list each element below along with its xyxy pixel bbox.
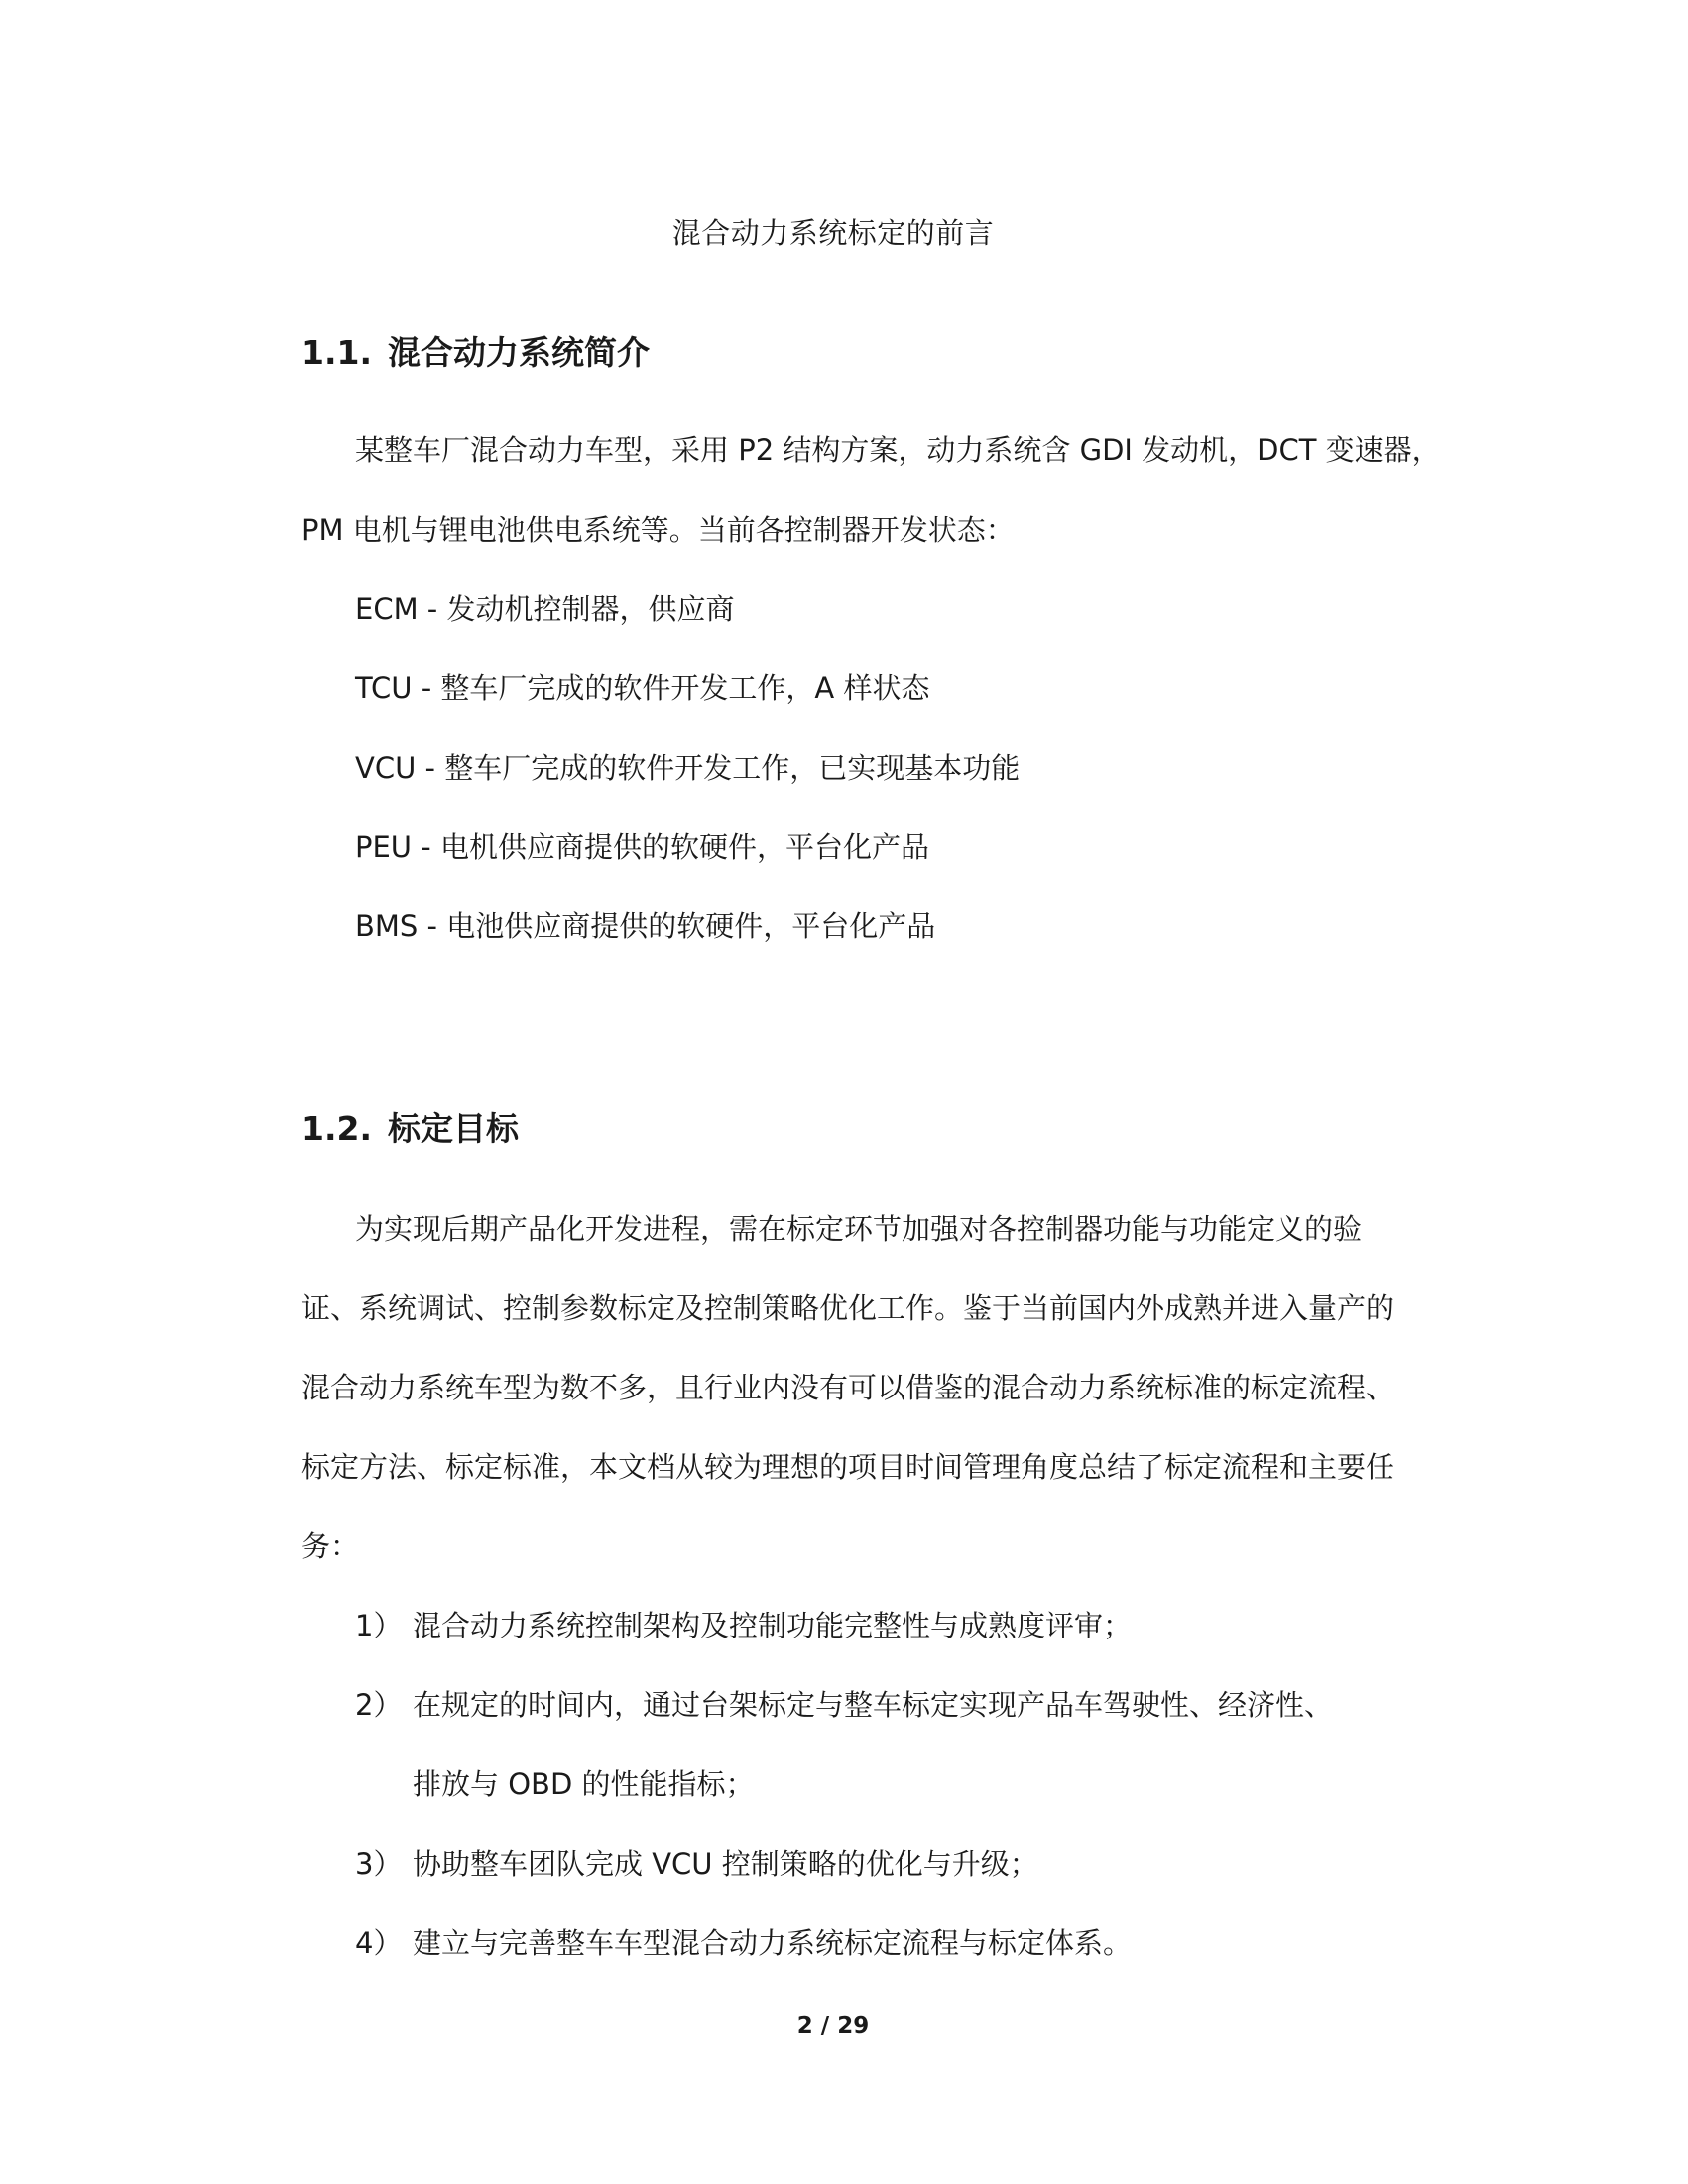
list-number: 3）: [355, 1847, 403, 1881]
list-text: 协助整车团队完成 VCU 控制策略的优化与升级；: [413, 1847, 1038, 1881]
list-text: 在规定的时间内，通过台架标定与整车标定实现产品车驾驶性、经济性、: [413, 1688, 1334, 1722]
paragraph-line: 某整车厂混合动力车型，采用 P2 结构方案，动力系统含 GDI 发动机，DCT 变速器，: [355, 433, 1441, 467]
list-item-continuation: 排放与 OBD 的性能指标；: [413, 1767, 755, 1801]
list-text: 混合动力系统控制架构及控制功能完整性与成熟度评审；: [413, 1609, 1133, 1642]
section-title: 混合动力系统简介: [388, 333, 650, 372]
list-item: [355, 1688, 1334, 1722]
list-text: 建立与完善整车车型混合动力系统标定流程与标定体系。: [413, 1926, 1133, 1960]
list-item: [355, 1847, 1038, 1881]
section-heading-2: [301, 1103, 519, 1150]
paragraph-line: 证、系统调试、控制参数标定及控制策略优化工作。鉴于当前国内外成熟并进入量产的: [301, 1291, 1395, 1325]
list-item: [355, 1926, 1133, 1960]
controller-item-bms: BMS - 电池供应商提供的软硬件，平台化产品: [355, 910, 936, 943]
section-number: 1.2.: [301, 1109, 372, 1148]
paragraph-line: 务：: [301, 1529, 360, 1563]
page-number: 2 / 29: [796, 2013, 870, 2039]
paragraph-line: 混合动力系统车型为数不多，且行业内没有可以借鉴的混合动力系统标准的标定流程、: [301, 1371, 1395, 1404]
controller-item-peu: PEU - 电机供应商提供的软硬件，平台化产品: [355, 830, 929, 864]
list-number: 1）: [355, 1609, 403, 1642]
controller-item-vcu: VCU - 整车厂完成的软件开发工作，已实现基本功能: [355, 751, 1021, 785]
section-heading-1: [301, 327, 650, 374]
paragraph-line: 为实现后期产品化开发进程，需在标定环节加强对各控制器功能与功能定义的验: [355, 1212, 1363, 1246]
list-number: 4）: [355, 1926, 403, 1960]
list-item: [355, 1609, 1133, 1642]
section-number: 1.1.: [301, 333, 372, 372]
section-title: 标定目标: [388, 1109, 519, 1148]
controller-item-tcu: TCU - 整车厂完成的软件开发工作，A 样状态: [355, 671, 930, 705]
list-number: 2）: [355, 1688, 403, 1722]
document-title: 混合动力系统标定的前言: [671, 216, 995, 250]
paragraph-line: 标定方法、标定标准，本文档从较为理想的项目时间管理角度总结了标定流程和主要任: [301, 1450, 1395, 1484]
controller-item-ecm: ECM - 发动机控制器，供应商: [355, 592, 735, 626]
paragraph-line: PM 电机与锂电池供电系统等。当前各控制器开发状态：: [301, 513, 1015, 546]
